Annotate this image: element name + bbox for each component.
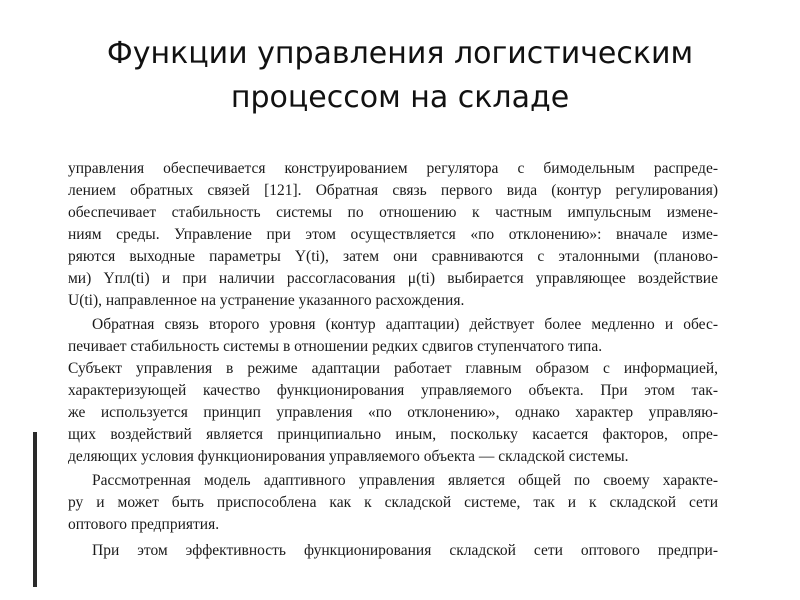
text-line: лением обратных связей [121]. Обратная связь первого вида (контур регулирования)	[68, 182, 718, 199]
text-line: печивает стабильность системы в отношении редких сдвигов ступенчатого типа.	[68, 338, 603, 355]
text-line: деляющих условия функционирования управляемого объекта — складской системы.	[68, 448, 629, 465]
slide-title-line-1: Функции управления логистическим	[106, 36, 694, 71]
scanned-text-page	[68, 158, 728, 590]
scan-edge-mark	[33, 432, 37, 587]
text-line: щих воздействий является принципиально иным, поскольку касается факторов, опре-	[68, 426, 718, 443]
slide-title-line-2: процессом на складе	[230, 80, 570, 115]
text-line: ниям среды. Управление при этом осуществляется «по отклонению»: вначале изме-	[68, 226, 718, 243]
text-line: Субъект управления в режиме адаптации работает главным образом с информацией,	[68, 360, 718, 377]
text-line: управления обеспечивается конструированием регулятора с бимодельным распреде-	[68, 160, 718, 177]
text-line: ряются выходные параметры Y(ti), затем они сравниваются с эталонными (планово-	[68, 248, 718, 265]
text-line: Обратная связь второго уровня (контур адаптации) действует более медленно и обес-	[92, 316, 718, 333]
text-line: обеспечивает стабильность системы по отношению к частным импульсным измене-	[68, 204, 718, 221]
text-line: ми) Yпл(ti) и при наличии рассогласования μ(ti) выбирается управляющее воздействие	[68, 270, 718, 287]
text-line: При этом эффективность функционирования складской сети оптового предпри-	[92, 542, 718, 559]
text-line: ру и может быть приспособлена как к складской системе, так и к складской сети	[68, 494, 718, 511]
text-line: же используется принцип управления «по отклонению», однако характер управляю-	[68, 404, 718, 421]
text-line: характеризующей качество функционирования управляемого объекта. При этом так-	[68, 382, 718, 399]
text-line: Рассмотренная модель адаптивного управления является общей по своему характе-	[92, 472, 718, 489]
text-line: U(ti), направленное на устранение указанного расхождения.	[68, 292, 465, 309]
slide-title	[20, 32, 780, 120]
text-line: оптового предприятия.	[68, 516, 220, 533]
